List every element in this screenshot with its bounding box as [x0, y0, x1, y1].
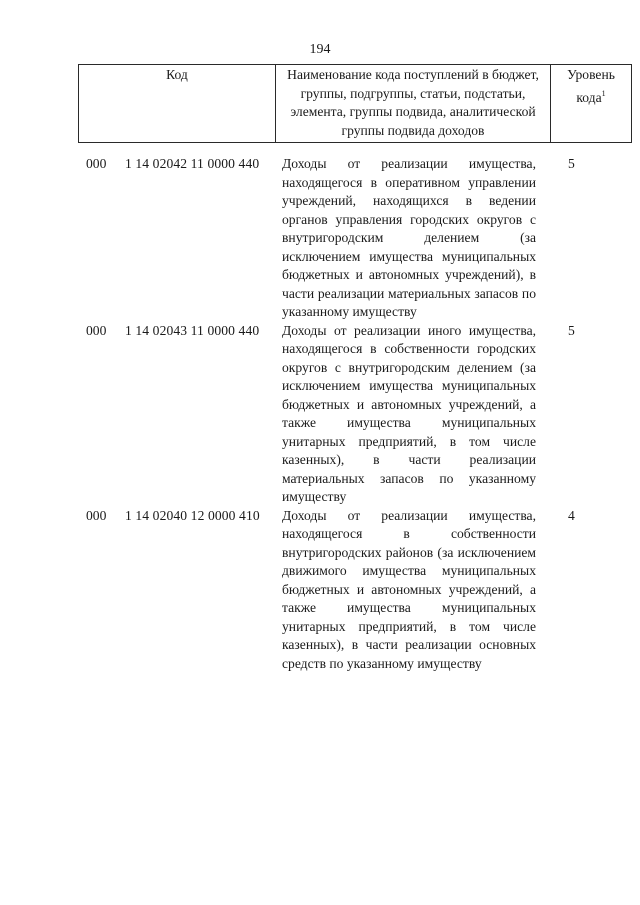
row-prefix: 000	[86, 322, 107, 338]
table-row	[78, 507, 610, 674]
row-name: Доходы от реализации имущества, находящегося в оперативном управлении учреждений, находящихся в ведении органов управления городских округов с внутригородским делением (за исключением имущества муниципальных бюджетных и автономных учреждений), в части реализации материальных запасов по указанному имуществу	[282, 156, 536, 319]
row-level: 4	[568, 507, 575, 523]
table-header-row	[79, 65, 632, 143]
table-row	[78, 322, 610, 507]
table-body	[78, 155, 610, 673]
row-name: Доходы от реализации иного имущества, находящегося в собственности городских округов с внутригородским делением (за исключением имущества муниципальных бюджетных и автономных учреждений, а также имущества муниципальных унитарных предприятий, в том числе казенных), в части реализации материальных запасов по указанному имуществу	[282, 322, 536, 504]
row-code: 1 14 02040 12 0000 410	[125, 507, 260, 523]
header-level-footnote: 1	[601, 88, 606, 98]
table-row	[78, 155, 610, 322]
table-header	[78, 64, 632, 143]
row-level: 5	[568, 156, 575, 171]
header-level-label: Уровень кода	[567, 67, 615, 105]
row-level: 5	[568, 322, 575, 338]
header-level	[551, 65, 632, 143]
row-prefix: 000	[86, 507, 107, 523]
header-code: Код	[79, 65, 276, 143]
header-name: Наименование кода поступлений в бюджет, группы, подгруппы, статьи, подстатьи, элемента, группы подвида, аналитической группы подвида доходов	[276, 65, 551, 143]
row-code: 1 14 02043 11 0000 440	[125, 322, 260, 338]
page-number: 194	[309, 42, 331, 57]
row-code: 1 14 02042 11 0000 440	[125, 156, 260, 171]
row-prefix: 000	[86, 156, 107, 171]
row-name: Доходы от реализации имущества, находящегося в собственности внутригородских районов (за исключением движимого имущества муниципальных бюджетных и автономных учреждений, а также имущества муниципальных унитарных предприятий, в том числе казенных), в части реализации основных средств по указанному имуществу	[282, 507, 536, 671]
